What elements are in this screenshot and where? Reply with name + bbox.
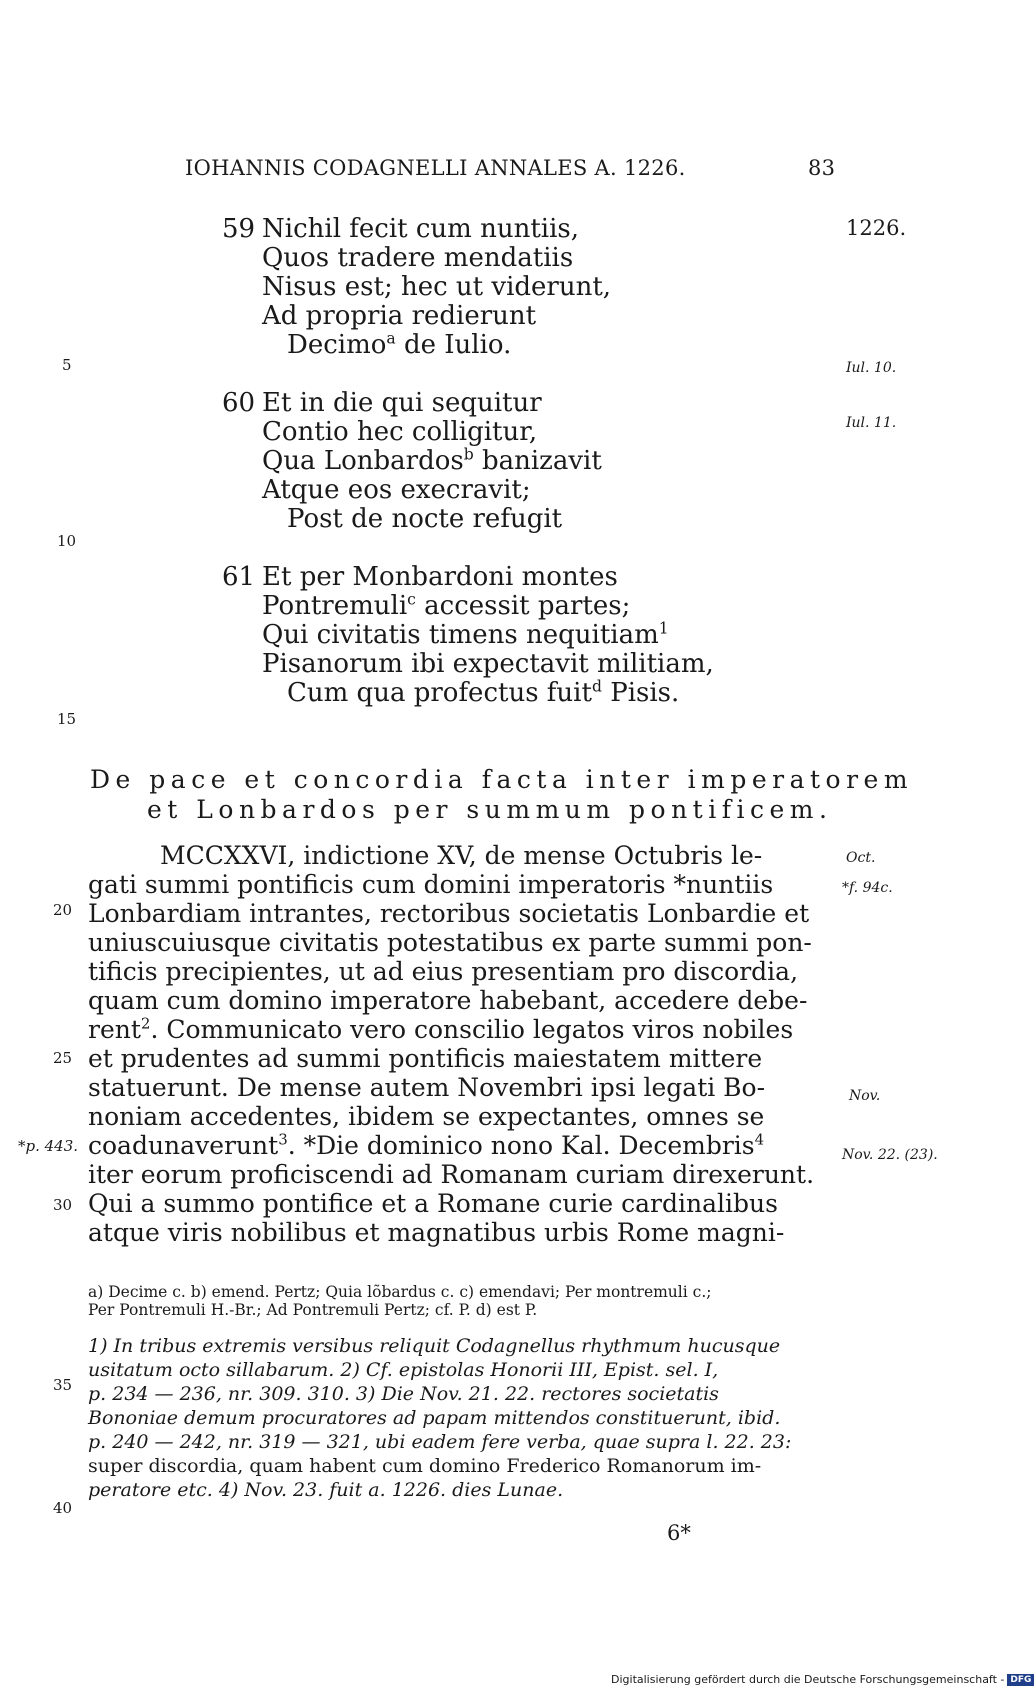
margin-date: Oct. (846, 850, 876, 866)
line-number: 35 (53, 1376, 73, 1394)
prose-line: noniam accedentes, ibidem se expectantes, omnes se (88, 1102, 765, 1131)
signature-mark: 6* (667, 1521, 691, 1545)
running-head: IOHANNIS CODAGNELLI ANNALES A. 1226. (185, 156, 686, 180)
apparatus-line: Per Pontremuli H.-Br.; Ad Pontremuli Pertz; cf. P. d) est P. (88, 1301, 538, 1319)
stanza-number: 59 (222, 214, 256, 244)
margin-date: Nov. (849, 1088, 881, 1104)
line-number: 10 (57, 532, 77, 550)
page-number: 83 (808, 156, 836, 180)
verse-line: Quos tradere mendatiis (262, 243, 574, 273)
prose-line: uniuscuiusque civitatis potestatibus ex parte summi pon- (88, 928, 812, 957)
line-number: 20 (53, 901, 73, 919)
prose-line: MCCXXVI, indictione XV, de mense Octubris le- (160, 841, 763, 870)
footnote-line: usitatum octo sillabarum. 2) Cf. epistolas Honorii III, Epist. sel. I, (88, 1359, 719, 1381)
prose-line: et prudentes ad summi pontificis maiestatem mittere (88, 1044, 763, 1073)
stanza-number: 60 (222, 388, 256, 418)
apparatus-line: a) Decime c. b) emend. Pertz; Quia lõbardus c. c) emendavi; Per montremuli c.; (88, 1283, 712, 1301)
line-number: 15 (57, 710, 77, 728)
verse-line: Qua Lonbardos$^b$ banizavit (262, 445, 602, 476)
verse-line: Pontremuli$^c$ accessit partes; (262, 590, 631, 621)
stanza-number: 61 (222, 562, 256, 592)
digitization-text: Digitalisierung gefördert durch die Deutsche Forschungsgemeinschaft - (611, 1673, 1005, 1686)
verse-line: Et in die qui sequitur (262, 388, 542, 418)
digitization-notice (611, 1673, 1034, 1686)
footnote-line: p. 240 — 242, nr. 319 — 321, ubi eadem fere verba, quae supra l. 22. 23: (88, 1431, 792, 1453)
verse-line: Nisus est; hec ut viderunt, (262, 272, 612, 302)
footnote-line: peratore etc. 4) Nov. 23. fuit a. 1226. dies Lunae. (88, 1479, 564, 1501)
prose-line: gati summi pontificis cum domini imperatoris *nuntiis (88, 870, 774, 899)
folio-reference: *f. 94c. (842, 880, 893, 896)
section-title: et Lonbardos per summum pontificem. (147, 795, 833, 824)
verse-line: Et per Monbardoni montes (262, 562, 618, 592)
verse-line: Atque eos execravit; (262, 475, 531, 505)
margin-date: Nov. 22. (23). (842, 1147, 938, 1163)
footnote-line: super discordia, quam habent cum domino Frederico Romanorum im- (88, 1455, 762, 1477)
verse-line: Qui civitatis timens nequitiam$^1$ (262, 619, 669, 650)
footnote-line: Bononiae demum procuratores ad papam mittendos constituerunt, ibid. (88, 1407, 781, 1429)
prose-line: Qui a summo pontifice et a Romane curie cardinalibus (88, 1189, 778, 1218)
prose-line: tificis precipientes, ut ad eius presentiam pro discordia, (88, 957, 799, 986)
prose-line: iter eorum proficiscendi ad Romanam curiam direxerunt. (88, 1160, 815, 1189)
prose-line: Lonbardiam intrantes, rectoribus societatis Lonbardie et (88, 899, 810, 928)
verse-line: Cum qua profectus fuit$^d$ Pisis. (287, 677, 680, 708)
margin-year: 1226. (846, 216, 907, 240)
section-title: De pace et concordia facta inter imperatorem (90, 765, 914, 794)
footnote-line: p. 234 — 236, nr. 309. 310. 3) Die Nov. 21. 22. rectores societatis (88, 1383, 719, 1405)
prose-line: quam cum domino imperatore habebant, accedere debe- (88, 986, 808, 1015)
verse-line: Ad propria redierunt (262, 301, 537, 331)
page-reference-margin: *p. 443. (18, 1137, 79, 1155)
line-number: 30 (53, 1196, 73, 1214)
verse-line: Contio hec colligitur, (262, 417, 538, 447)
verse-line: Pisanorum ibi expectavit militiam, (262, 649, 714, 679)
line-number: 40 (53, 1499, 73, 1517)
footnote-line: 1) In tribus extremis versibus reliquit Codagnellus rhythmum hucusque (88, 1335, 781, 1357)
verse-line: Decimo$^a$ de Iulio. (287, 329, 512, 360)
dfg-logo-icon: DFG (1007, 1674, 1034, 1686)
verse-line: Post de nocte refugit (287, 504, 563, 534)
line-number: 5 (62, 356, 72, 374)
margin-date: Iul. 10. (846, 360, 897, 376)
prose-line: atque viris nobilibus et magnatibus urbis Rome magni- (88, 1218, 785, 1247)
line-number: 25 (53, 1049, 73, 1067)
verse-line: Nichil fecit cum nuntiis, (262, 214, 580, 244)
margin-date: Iul. 11. (846, 415, 897, 431)
prose-line: rent$^2$. Communicato vero conscilio legatos viros nobiles (88, 1014, 794, 1044)
prose-line: coadunaverunt$^3$. *Die dominico nono Kal. Decembris$^4$ (88, 1130, 765, 1160)
prose-line: statuerunt. De mense autem Novembri ipsi legati Bo- (88, 1073, 766, 1102)
